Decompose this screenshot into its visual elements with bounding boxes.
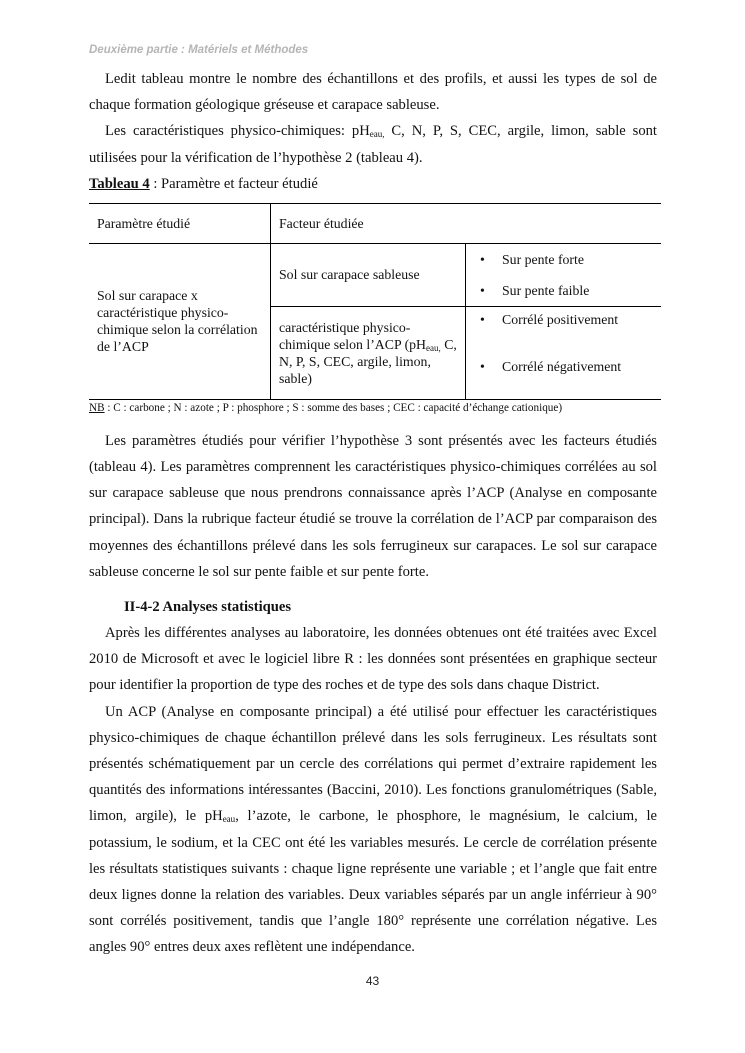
paragraph-5-end: , l’azote, le carbone, le phosphore, le magnésium, le calcium, le potassium, le sodium, et la CEC ont été les variables mesurés. Le cercle de corrélation présente les résultats statistiques suivants : chaque ligne représente une variable ; et l’angle que fait entre deux lignes donne la relation des variables. Deux variables séparés par un angle inférrieur à 90° sont corrélés positivement, tandis que l’angle 180° représente une corrélation négative. Les angles 90° entres deux axes reflètent une indépendance. bbox=[89, 808, 658, 956]
factor-2-subscript: eau, bbox=[426, 342, 441, 353]
factor-2-end: C, N, P, S, CEC, argile, limon, sable) bbox=[279, 336, 457, 386]
table-header-row bbox=[89, 203, 661, 243]
factor-items-cell-1 bbox=[466, 243, 662, 306]
list-item-text: Sur pente faible bbox=[502, 282, 590, 298]
list-item-text: Corrélé positivement bbox=[502, 311, 619, 327]
note-text: : C : carbone ; N : azote ; P : phosphore ; S : somme des bases ; CEC : capacité d’échange cationique) bbox=[104, 401, 563, 414]
factor-cell-1: Sol sur carapace sableuse bbox=[271, 243, 466, 306]
list-item bbox=[474, 358, 653, 375]
paragraph-1: Ledit tableau montre le nombre des échantillons et des profils, et aussi les types de sol de chaque formation géologique gréseuse et carapace sableuse. bbox=[89, 71, 657, 114]
factor-items-list-1 bbox=[474, 251, 653, 299]
paragraph-4: Après les différentes analyses au laboratoire, les données obtenues ont été traitées avec Excel 2010 de Microsoft et avec le logiciel libre R : les données sont présentées en graphique secteur pour identifier la proportion de type des roches et de type des sols dans chaque District. bbox=[89, 625, 657, 694]
section-heading: II-4-2 Analyses statistiques bbox=[124, 599, 292, 616]
factor-2-start: caractéristique physico-chimique selon l’ACP (pH bbox=[279, 319, 427, 352]
list-item-text: Sur pente forte bbox=[502, 251, 584, 267]
table-caption-label: Tableau 4 bbox=[89, 175, 150, 192]
list-item-text: Corrélé négativement bbox=[502, 358, 622, 374]
bullet-icon: • bbox=[480, 282, 485, 298]
parameter-cell: Sol sur carapace x caractéristique physico-chimique selon la corrélation de l’ACP bbox=[89, 243, 271, 399]
page-number: 43 bbox=[365, 974, 380, 988]
table-row bbox=[89, 243, 661, 306]
paragraph-2 bbox=[89, 118, 657, 170]
header-facteur: Facteur étudiée bbox=[271, 203, 662, 243]
bullet-icon: • bbox=[480, 311, 485, 327]
paragraph-5-start: Un ACP (Analyse en composante principal) a été utilisé pour effectuer les caractéristiques physico-chimiques de chaque échantillon prélevé dans les sols ferrugineux. Les résultats sont présentés schématiquement par un cercle des corrélations qui permet d’extraire rapidement les quantités des informations intéressantes (Baccini, 2010). Les fonctions granulométriques (Sable, limon, argile), le pH bbox=[89, 703, 657, 825]
paragraph-3: Les paramètres étudiés pour vérifier l’hypothèse 3 sont présentés avec les facteurs étudiés (tableau 4). Les paramètres comprennent les caractéristiques physico-chimiques corrélées au sol sur carapace sableuse que nous prendrons connaissance après l’ACP (Analyse en composante principal). Dans la rubrique facteur étudié se trouve la corrélation de l’ACP par comparaison des moyennes des échantillons prélevé dans les sols ferrugineux sur carapaces. Le sol sur carapace sableuse concerne le sol sur pente faible et sur pente forte. bbox=[89, 432, 657, 580]
factor-items-list-2 bbox=[474, 311, 653, 375]
bullet-icon: • bbox=[480, 251, 485, 267]
list-item bbox=[474, 282, 653, 299]
running-header: Deuxième partie : Matériels et Méthodes bbox=[89, 44, 309, 56]
header-parametre: Paramètre étudié bbox=[89, 203, 271, 243]
table-caption bbox=[89, 171, 657, 197]
parameters-table bbox=[89, 203, 661, 400]
paragraph-2-end: C, N, P, S, CEC, argile, limon, sable sont utilisées pour la vérification de l’hypothèse 2 (tableau 4). bbox=[89, 123, 657, 166]
note-key: NB bbox=[89, 401, 105, 414]
factor-items-cell-2 bbox=[466, 306, 662, 399]
list-item bbox=[474, 251, 653, 268]
page-content bbox=[89, 66, 657, 961]
table-note bbox=[89, 400, 657, 416]
paragraph-5-subscript: eau bbox=[222, 814, 236, 825]
bullet-icon: • bbox=[480, 358, 485, 374]
paragraph-2-start: Les caractéristiques physico-chimiques: pH bbox=[105, 123, 370, 140]
paragraph-2-subscript: eau, bbox=[369, 129, 385, 140]
list-item bbox=[474, 311, 653, 328]
factor-cell-2 bbox=[271, 306, 466, 399]
paragraph-5 bbox=[89, 699, 657, 961]
table-caption-text: : Paramètre et facteur étudié bbox=[149, 175, 318, 192]
